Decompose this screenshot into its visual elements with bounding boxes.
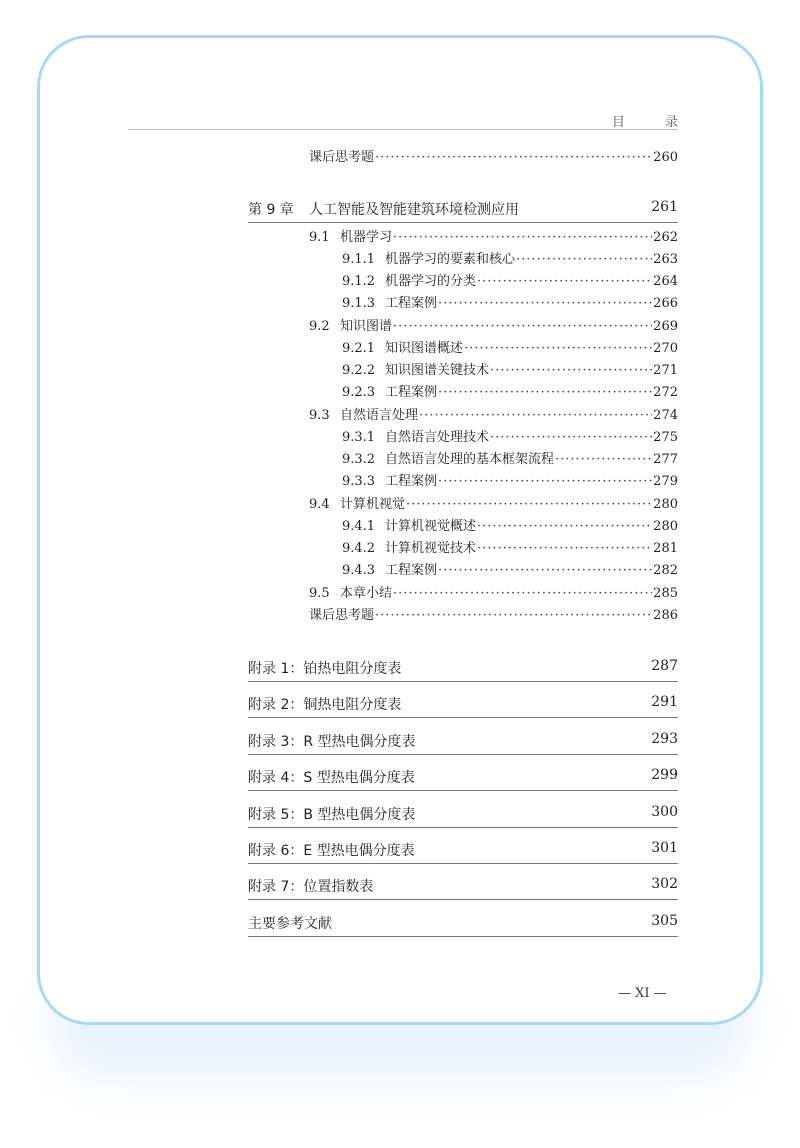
entry-title: 本章小结 bbox=[340, 586, 393, 601]
entry-title: 机器学习 bbox=[340, 230, 393, 245]
entry-page: 280 bbox=[653, 519, 678, 534]
appendix-entry[interactable] bbox=[248, 913, 678, 937]
entry-title: 知识图谱关键技术 bbox=[385, 363, 490, 378]
appendix-entry[interactable] bbox=[248, 840, 678, 864]
leader-dots bbox=[490, 430, 652, 445]
toc-entry[interactable] bbox=[309, 146, 678, 166]
leader-dots bbox=[393, 319, 652, 334]
leader-dots bbox=[477, 519, 652, 534]
entry-number: 9.2.2 bbox=[342, 363, 376, 378]
appendix-entry[interactable] bbox=[248, 731, 678, 755]
toc-entry[interactable] bbox=[309, 315, 678, 335]
entry-title: 工程案例 bbox=[385, 296, 438, 311]
entry-title: 课后思考题 bbox=[309, 608, 375, 623]
entry-number: 9.1.1 bbox=[342, 252, 376, 267]
leader-dots bbox=[438, 385, 652, 400]
entry-title: 知识图谱 bbox=[340, 319, 393, 334]
entry-number: 9.3.2 bbox=[342, 452, 376, 467]
appendix-page: 291 bbox=[651, 694, 678, 711]
entry-page: 263 bbox=[653, 252, 678, 267]
entry-title: 自然语言处理的基本框架流程 bbox=[385, 452, 555, 467]
entry-page: 262 bbox=[653, 230, 678, 245]
leader-dots bbox=[375, 150, 652, 165]
entry-number: 9.5 bbox=[309, 586, 330, 601]
appendix-title: 附录 3：R 型热电偶分度表 bbox=[248, 733, 416, 750]
appendix-entry[interactable] bbox=[248, 694, 678, 718]
leader-dots bbox=[477, 274, 652, 289]
appendix-page: 301 bbox=[651, 840, 678, 856]
toc-entry[interactable] bbox=[342, 515, 678, 535]
entry-number: 9.1.2 bbox=[342, 274, 376, 289]
entry-number: 9.4.3 bbox=[342, 563, 376, 578]
entry-page: 275 bbox=[653, 430, 678, 445]
page-number: — XI — bbox=[618, 986, 667, 1001]
header-rule bbox=[128, 129, 678, 130]
entry-page: 277 bbox=[653, 452, 678, 467]
toc-entry[interactable] bbox=[342, 537, 678, 557]
toc-entry[interactable] bbox=[342, 359, 678, 379]
toc-entry[interactable] bbox=[342, 270, 678, 290]
appendix-entry[interactable] bbox=[248, 658, 678, 682]
toc-entry[interactable] bbox=[309, 604, 678, 624]
entry-page: 280 bbox=[653, 497, 678, 512]
appendix-title: 附录 4：S 型热电偶分度表 bbox=[248, 770, 415, 787]
entry-title: 自然语言处理技术 bbox=[385, 430, 490, 445]
entry-title: 机器学习的要素和核心 bbox=[385, 252, 516, 267]
entry-number: 9.2.3 bbox=[342, 385, 376, 400]
chapter-title: 人工智能及智能建筑环境检测应用 bbox=[309, 202, 519, 218]
leader-dots bbox=[438, 563, 652, 578]
toc-entry[interactable] bbox=[342, 337, 678, 357]
entry-title: 机器学习的分类 bbox=[385, 274, 477, 289]
leader-dots bbox=[438, 474, 652, 489]
appendix-page: 300 bbox=[651, 803, 678, 820]
appendix-entry[interactable] bbox=[248, 804, 678, 828]
entry-page: 266 bbox=[653, 296, 678, 311]
entry-page: 274 bbox=[653, 408, 678, 423]
entry-page: 285 bbox=[653, 586, 678, 601]
toc-entry[interactable] bbox=[342, 470, 678, 490]
leader-dots bbox=[516, 252, 652, 267]
appendix-title: 附录 1：铂热电阻分度表 bbox=[248, 661, 402, 677]
toc-entry[interactable] bbox=[342, 426, 678, 446]
entry-title: 计算机视觉 bbox=[340, 497, 406, 512]
appendix-page: 305 bbox=[651, 912, 678, 929]
entry-number: 9.3.1 bbox=[342, 430, 376, 445]
appendix-title: 附录 7：位置指数表 bbox=[248, 879, 374, 896]
appendix-page: 293 bbox=[651, 730, 678, 747]
entry-title: 课后思考题 bbox=[309, 150, 375, 165]
entry-page: 264 bbox=[653, 274, 678, 289]
leader-dots bbox=[393, 586, 652, 601]
leader-dots bbox=[375, 608, 652, 623]
appendix-page: 287 bbox=[651, 658, 678, 674]
chapter-heading[interactable] bbox=[248, 199, 678, 223]
toc-entry[interactable] bbox=[309, 582, 678, 602]
entry-title: 工程案例 bbox=[385, 385, 438, 400]
running-header: 目 录 bbox=[611, 115, 696, 130]
entry-number: 9.1.3 bbox=[342, 296, 376, 311]
entry-title: 自然语言处理 bbox=[340, 408, 419, 423]
leader-dots bbox=[419, 408, 652, 423]
entry-page: 281 bbox=[653, 541, 678, 556]
entry-page: 272 bbox=[653, 385, 678, 400]
entry-number: 9.3 bbox=[309, 408, 330, 423]
entry-title: 工程案例 bbox=[385, 474, 438, 489]
toc-entry[interactable] bbox=[342, 292, 678, 312]
toc-entry[interactable] bbox=[309, 404, 678, 424]
toc-entry[interactable] bbox=[342, 448, 678, 468]
entry-page: 271 bbox=[653, 363, 678, 378]
entry-number: 9.4 bbox=[309, 497, 330, 512]
entry-number: 9.2.1 bbox=[342, 341, 376, 356]
toc-entry[interactable] bbox=[309, 493, 678, 513]
leader-dots bbox=[477, 541, 652, 556]
entry-title: 计算机视觉概述 bbox=[385, 519, 477, 534]
appendix-title: 附录 6：E 型热电偶分度表 bbox=[248, 843, 415, 859]
entry-title: 知识图谱概述 bbox=[385, 341, 464, 356]
entry-number: 9.2 bbox=[309, 319, 330, 334]
toc-entry[interactable] bbox=[342, 248, 678, 268]
toc-entry[interactable] bbox=[342, 381, 678, 401]
appendix-title: 主要参考文献 bbox=[248, 915, 332, 932]
appendix-entry[interactable] bbox=[248, 876, 678, 900]
appendix-title: 附录 2：铜热电阻分度表 bbox=[248, 697, 402, 714]
chapter-page: 261 bbox=[651, 199, 678, 215]
appendix-page: 302 bbox=[651, 876, 678, 893]
entry-page: 260 bbox=[653, 150, 678, 165]
leader-dots bbox=[555, 452, 652, 467]
toc-entry[interactable] bbox=[309, 226, 678, 246]
leader-dots bbox=[490, 363, 652, 378]
leader-dots bbox=[393, 230, 652, 245]
appendix-page: 299 bbox=[651, 767, 678, 784]
leader-dots bbox=[438, 296, 652, 311]
entry-page: 282 bbox=[653, 563, 678, 578]
appendix-entry[interactable] bbox=[248, 767, 678, 791]
entry-page: 270 bbox=[653, 341, 678, 356]
leader-dots bbox=[406, 497, 652, 512]
chapter-number: 第 9 章 bbox=[248, 202, 294, 218]
entry-number: 9.4.2 bbox=[342, 541, 376, 556]
entry-number: 9.3.3 bbox=[342, 474, 376, 489]
entry-title: 工程案例 bbox=[385, 563, 438, 578]
appendix-title: 附录 5：B 型热电偶分度表 bbox=[248, 806, 416, 823]
leader-dots bbox=[464, 341, 652, 356]
entry-title: 计算机视觉技术 bbox=[385, 541, 477, 556]
toc-entry[interactable] bbox=[342, 559, 678, 579]
entry-page: 286 bbox=[653, 608, 678, 623]
entry-number: 9.1 bbox=[309, 230, 330, 245]
entry-number: 9.4.1 bbox=[342, 519, 376, 534]
entry-page: 279 bbox=[653, 474, 678, 489]
entry-page: 269 bbox=[653, 319, 678, 334]
